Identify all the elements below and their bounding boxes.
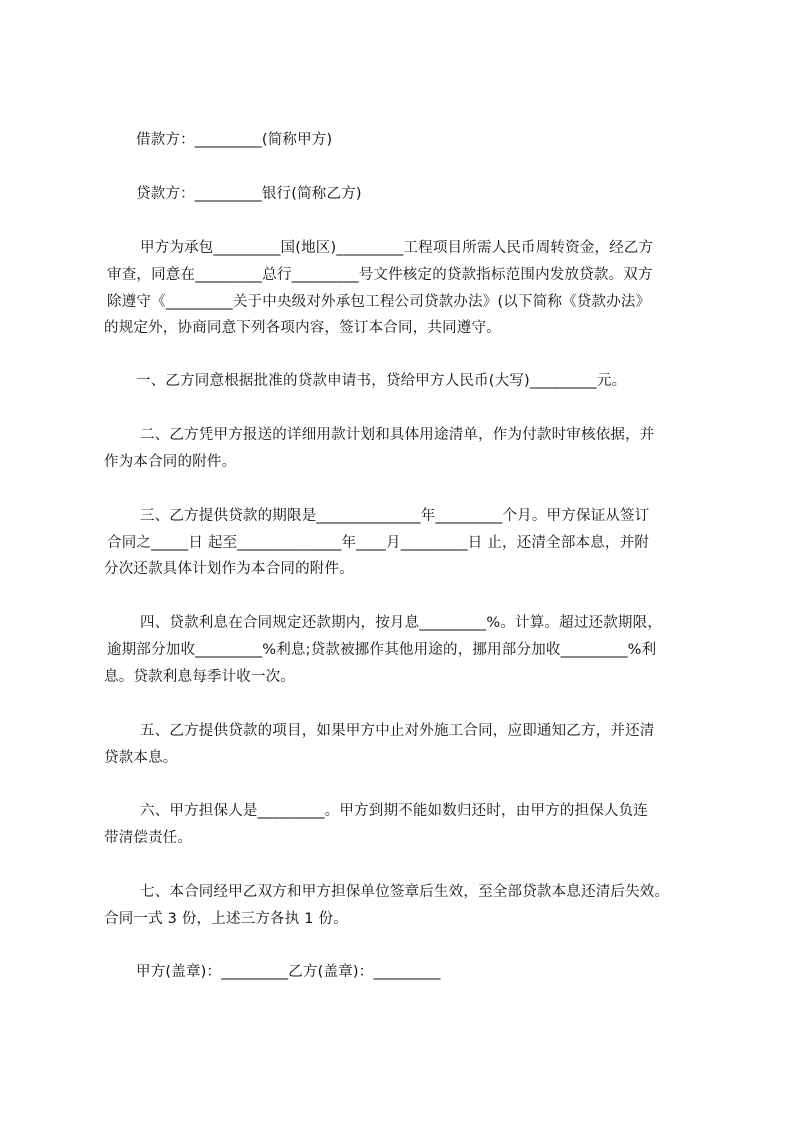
- clause-2-line-1: 二、乙方凭甲方报送的详细用款计划和具体用途清单，作为付款时审核依据，并: [140, 427, 655, 443]
- signature-line: 甲方(盖章)：_________乙方(盖章)：_________: [136, 964, 441, 980]
- clause-4-line-2: 逾期部分加收_________%利息;贷款被挪作其他用途的，挪用部分加收_________%利: [107, 642, 657, 658]
- preamble-line-4: 的规定外，协商同意下列各项内容，签订本合同，共同遵守。: [104, 320, 501, 336]
- clause-6-line-2: 带清偿责任。: [104, 830, 193, 846]
- clause-4-line-3: 息。贷款利息每季计收一次。: [104, 669, 296, 685]
- clause-7-line-1: 七、本合同经甲乙双方和甲方担保单位签章后生效，至全部贷款本息还清后失效。: [140, 884, 670, 900]
- clause-3-line-3: 分次还款具体计划作为本合同的附件。: [104, 561, 354, 577]
- lender-line: 贷款方：_________银行(简称乙方): [136, 186, 362, 202]
- preamble-line-2: 审查，同意在_________总行_________号文件核定的贷款指标范围内发放贷款。双方: [107, 267, 653, 283]
- clause-5-line-2: 贷款本息。: [104, 750, 178, 766]
- clause-6-line-1: 六、甲方担保人是_________。甲方到期不能如数归还时，由甲方的担保人负连: [140, 803, 649, 819]
- clause-2-line-2: 作为本合同的附件。: [104, 454, 237, 470]
- clause-5-line-1: 五、乙方提供贷款的项目，如果甲方中止对外施工合同，应即通知乙方，并还清: [140, 723, 655, 739]
- preamble-line-3: 除遵守《_________关于中央级对外承包工程公司贷款办法》(以下简称《贷款办法》: [107, 294, 651, 310]
- clause-1-line-1: 一、乙方同意根据批准的贷款申请书，贷给甲方人民币(大写)_________元。: [136, 373, 627, 389]
- clause-4-line-1: 四、贷款利息在合同规定还款期内，按月息_________%。计算。超过还款期限，: [140, 615, 663, 631]
- preamble-line-1: 甲方为承包_________国(地区)_________工程项目所需人民币周转资金，经乙方: [140, 240, 654, 256]
- clause-3-line-1: 三、乙方提供贷款的期限是______________年_________个月。甲方保证从签订: [140, 508, 650, 524]
- clause-3-line-2: 合同之_____日 起至______________年____月_________日 止，还清全部本息，并附: [107, 535, 650, 551]
- borrower-line: 借款方：_________(简称甲方): [136, 132, 333, 148]
- clause-7-line-2: 合同一式 3 份，上述三方各执 1 份。: [104, 911, 348, 927]
